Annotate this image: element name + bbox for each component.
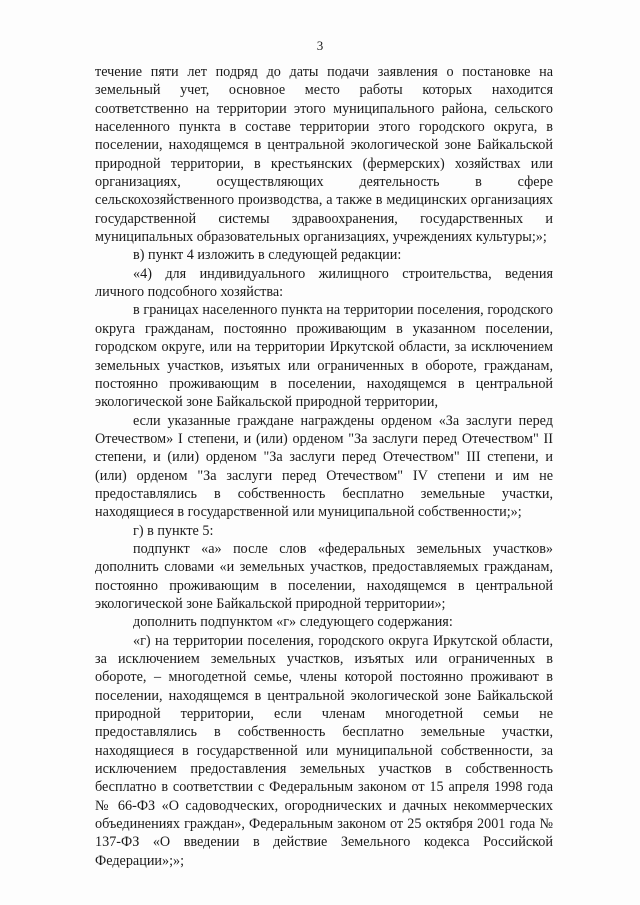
paragraph-subpoint-g-text: «г) на территории поселения, городского округа Иркутской области, за исключением земельных участков, изъятых или ограниченных в обороте, – многодетной семье, члены которой постоянно проживают в поселении, находящемся в центральной экологической зоне Байкальской природной территории, если членам многодетной семьи не предоставлялись в собственность бесплатно земельные участки, находящиеся в государственной или муниципальной собственности, за исключением предоставления земельных участков в собственность бесплатно в соответствии с Федеральным законом от 15 апреля 1998 года № 66-ФЗ «О садоводческих, огороднических и дачных некоммерческих объединениях граждан», Федеральным законом от 25 октября 2001 года № 137-ФЗ «О введении в действие Земельного кодекса Российской Федерации»;»; xyxy=(95,632,553,869)
paragraph-subpoint-a: подпункт «а» после слов «федеральных земельных участков» дополнить словами «и земельных участков, предоставляемых гражданам, постоянно проживающим в поселении, находящемся в центральной экологической зоне Байкальской природной территории»; xyxy=(95,540,553,612)
document-body xyxy=(95,63,553,870)
paragraph-item-v: в) пункт 4 изложить в следующей редакции: xyxy=(133,247,402,264)
page-number: 3 xyxy=(316,38,324,53)
paragraph-settlement-boundaries: в границах населенного пункта на территории поселения, городского округа гражданам, постоянно проживающим в указанном поселении, городском округе, или на территории Иркутской области, за исключением земельных участков, изъятых или ограниченных в обороте, гражданам, постоянно проживающим в поселении, находящемся в центральной экологической зоне Байкальской природной территории, xyxy=(95,302,553,411)
paragraph-continuation: течение пяти лет подряд до даты подачи заявления о постановке на земельный учет, основное место работы которых находится соответственно на территории этого муниципального района, сельского населенного пункта в составе территории этого городского округа, в поселении, находящемся в центральной экологической зоне Байкальской природной территории, в крестьянских (фермерских) хозяйствах или организациях, осуществляющих деятельность в сфере сельскохозяйственного производства, а также в медицинских организациях государственной системы здравоохранения, государственных и муниципальных образовательных организациях, учреждениях культуры;»; xyxy=(95,64,553,246)
paragraph-item-g: г) в пункте 5: xyxy=(133,522,214,539)
paragraph-add-subpoint-g: дополнить подпунктом «г» следующего содержания: xyxy=(133,614,453,631)
paragraph-point-4: «4) для индивидуального жилищного строительства, ведения личного подсобного хозяйства: xyxy=(95,265,553,301)
paragraph-order-merit: если указанные граждане награждены орденом «За заслуги перед Отечеством» I степени, и (или) орденом "За заслуги перед Отечеством" II степени, и (или) орденом "За заслуги перед Отечеством" III степени, и (или) орденом "За заслуги перед Отечеством" IV степени и им не предоставлялись в собственность бесплатно земельные участки, находящиеся в государственной или муниципальной собственности;»; xyxy=(95,412,553,521)
